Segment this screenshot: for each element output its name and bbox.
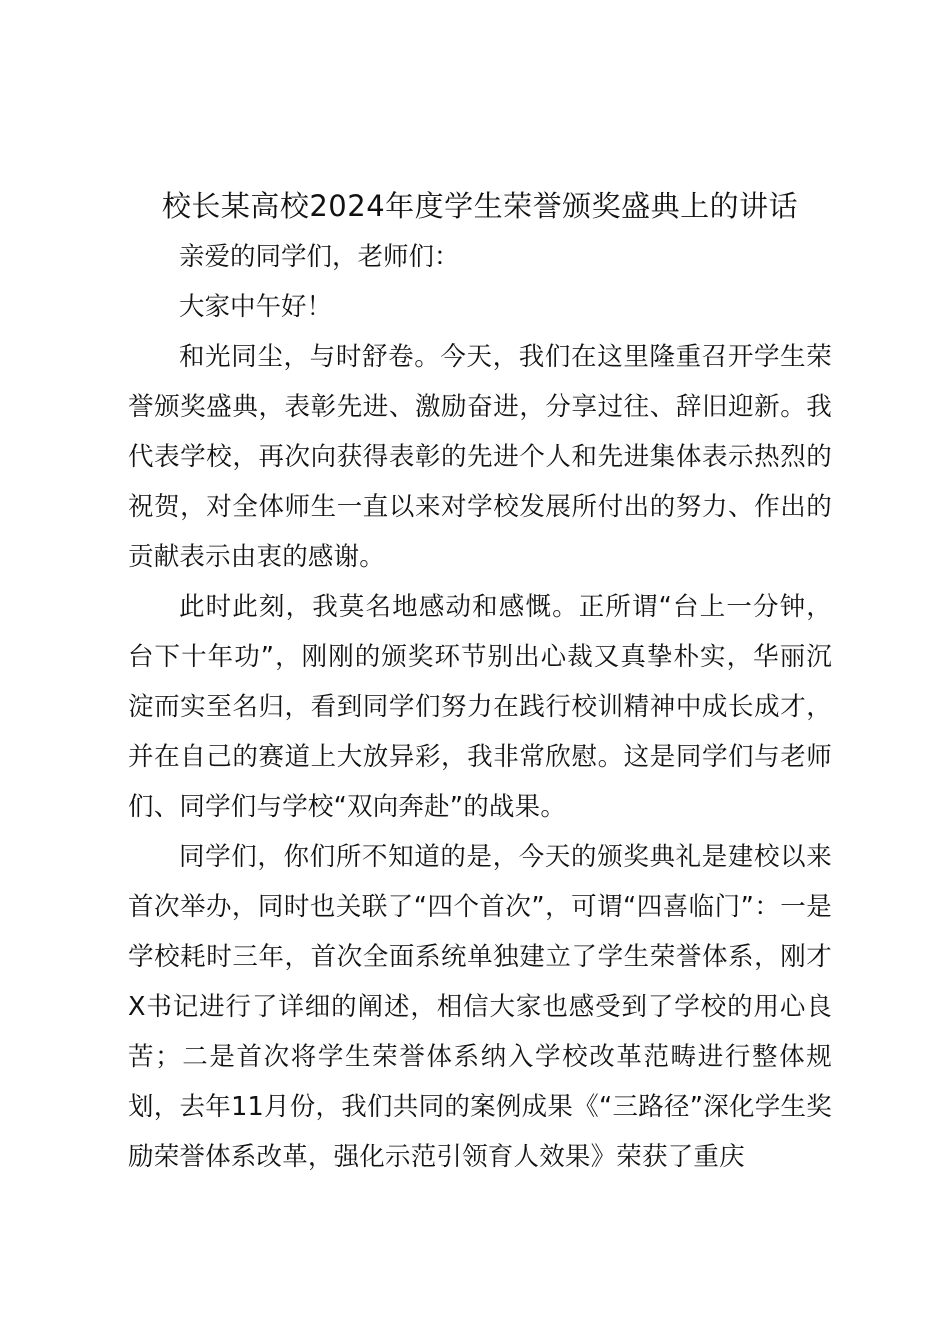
document-title: 校长某高校2024年度学生荣誉颁奖盛典上的讲话 (161, 189, 799, 223)
document-body (128, 184, 832, 1182)
salutation: 亲爱的同学们，老师们： (179, 242, 460, 272)
body-paragraph: 此时此刻，我莫名地感动和感慨。正所谓“台上一分钟，台下十年功”，刚刚的颁奖环节别出心裁又真挚朴实，华丽沉淀而实至名归，看到同学们努力在践行校训精神中成长成才，并在自己的赛道上大放异彩，我非常欣慰。这是同学们与老师们、同学们与学校“双向奔赴”的战果。 (128, 592, 832, 822)
body-paragraph: 和光同尘，与时舒卷。今天，我们在这里隆重召开学生荣誉颁奖盛典，表彰先进、激励奋进，分享过往、辞旧迎新。我代表学校，再次向获得表彰的先进个人和先进集体表示热烈的祝贺，对全体师生一直以来对学校发展所付出的努力、作出的贡献表示由衷的感谢。 (128, 342, 832, 572)
body-paragraph: 同学们，你们所不知道的是，今天的颁奖典礼是建校以来首次举办，同时也关联了“四个首次”，可谓“四喜临门”：一是学校耗时三年，首次全面系统单独建立了学生荣誉体系，刚才X书记进行了详细的阐述，相信大家也感受到了学校的用心良苦；二是首次将学生荣誉体系纳入学校改革范畴进行整体规划，去年11月份，我们共同的案例成果《“三路径”深化学生奖励荣誉体系改革，强化示范引领育人效果》荣获了重庆 (128, 842, 832, 1172)
greeting: 大家中午好！ (179, 292, 333, 322)
